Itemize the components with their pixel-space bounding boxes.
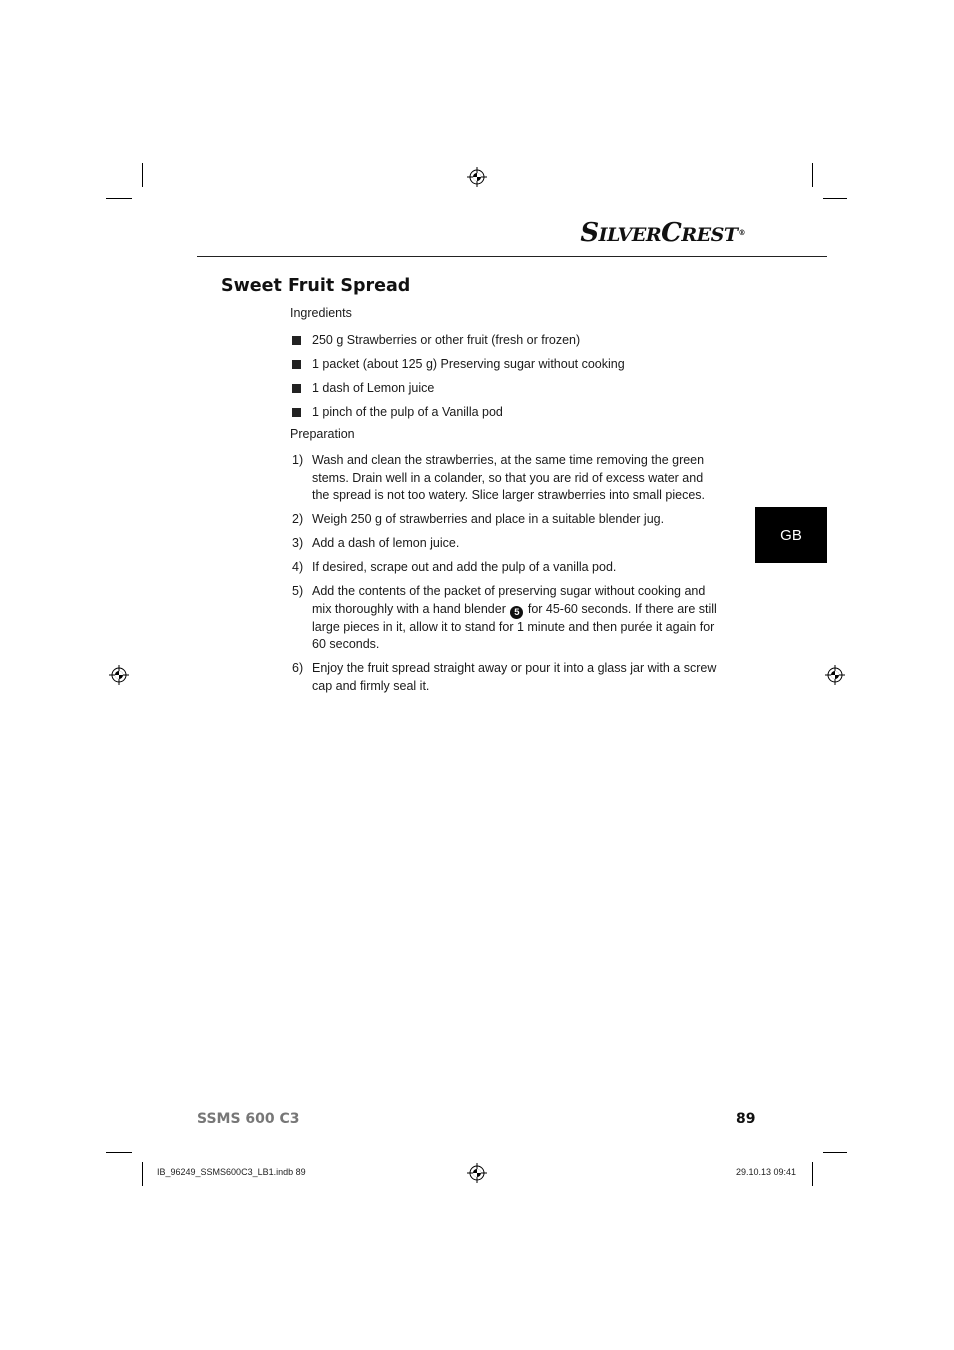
ingredient-text: 1 dash of Lemon juice [312, 381, 435, 395]
registration-mark-icon [467, 1163, 487, 1183]
ingredient-text: 1 packet (about 125 g) Preserving sugar without cooking [312, 357, 625, 371]
ingredient-text: 1 pinch of the pulp of a Vanilla pod [312, 405, 503, 419]
slug-filename: IB_96249_SSMS600C3_LB1.indb 89 [157, 1167, 306, 1177]
logo-text: REST [681, 224, 738, 246]
crop-mark [106, 198, 132, 199]
step-text: Enjoy the fruit spread straight away or pour it into a glass jar with a screw cap and firmly seal it. [312, 661, 717, 693]
registration-mark-icon [467, 167, 487, 187]
trademark-symbol: ® [738, 227, 745, 237]
preparation-heading: Preparation [290, 427, 355, 441]
bullet-square-icon [292, 408, 301, 417]
step-text-part: for 45-60 seconds. If there are still large pieces in it, allow it to stand for 1 minute and then purée it again for 60 seconds. [312, 601, 717, 651]
preparation-step [292, 559, 722, 577]
bullet-square-icon [292, 384, 301, 393]
crop-mark [142, 1162, 143, 1186]
step-number: 2) [292, 512, 304, 526]
brand-logo [580, 220, 745, 246]
bullet-square-icon [292, 360, 301, 369]
part-reference-badge: 5 [510, 606, 523, 619]
ingredients-heading: Ingredients [290, 306, 352, 320]
registration-mark-icon [109, 665, 129, 685]
step-number: 4) [292, 560, 304, 574]
language-tab-label: GB [780, 526, 802, 544]
ingredient-text: 250 g Strawberries or other fruit (fresh or frozen) [312, 333, 581, 347]
step-number: 1) [292, 453, 304, 467]
crop-mark [812, 1162, 813, 1186]
bullet-square-icon [292, 336, 301, 345]
language-tab [755, 507, 827, 563]
crop-mark [106, 1152, 132, 1153]
header-rule [197, 256, 827, 257]
step-number: 6) [292, 661, 304, 675]
preparation-step [292, 535, 722, 553]
slug-datetime: 29.10.13 09:41 [736, 1167, 797, 1177]
preparation-step [292, 452, 722, 505]
step-number: 5) [292, 584, 304, 598]
crop-mark [142, 163, 143, 187]
step-text: Add a dash of lemon juice. [312, 536, 460, 550]
registration-mark-icon [825, 665, 845, 685]
logo-text: ILVER [598, 224, 662, 246]
crop-mark [812, 163, 813, 187]
preparation-step [292, 660, 722, 695]
page-number: 89 [736, 1111, 756, 1127]
crop-mark [823, 198, 847, 199]
step-text: Weigh 250 g of strawberries and place in a suitable blender jug. [312, 512, 665, 526]
footer-model-number: SSMS 600 C3 [197, 1111, 300, 1127]
step-number: 3) [292, 536, 304, 550]
page-title: Sweet Fruit Spread [221, 276, 411, 296]
logo-letter: C [661, 218, 682, 248]
logo-letter: S [580, 218, 599, 248]
preparation-step [292, 583, 722, 654]
step-text-part: Add the contents of the packet of preserving sugar without cooking and mix thoroughly with a hand blender [312, 584, 706, 616]
crop-mark [823, 1152, 847, 1153]
step-text [312, 583, 722, 654]
preparation-step [292, 511, 722, 529]
step-text: If desired, scrape out and add the pulp of a vanilla pod. [312, 560, 617, 574]
step-text: Wash and clean the strawberries, at the same time removing the green stems. Drain well in a colander, so that you are rid of excess water and the spread is not too watery. Slice larger strawberries into small pieces. [312, 453, 705, 502]
